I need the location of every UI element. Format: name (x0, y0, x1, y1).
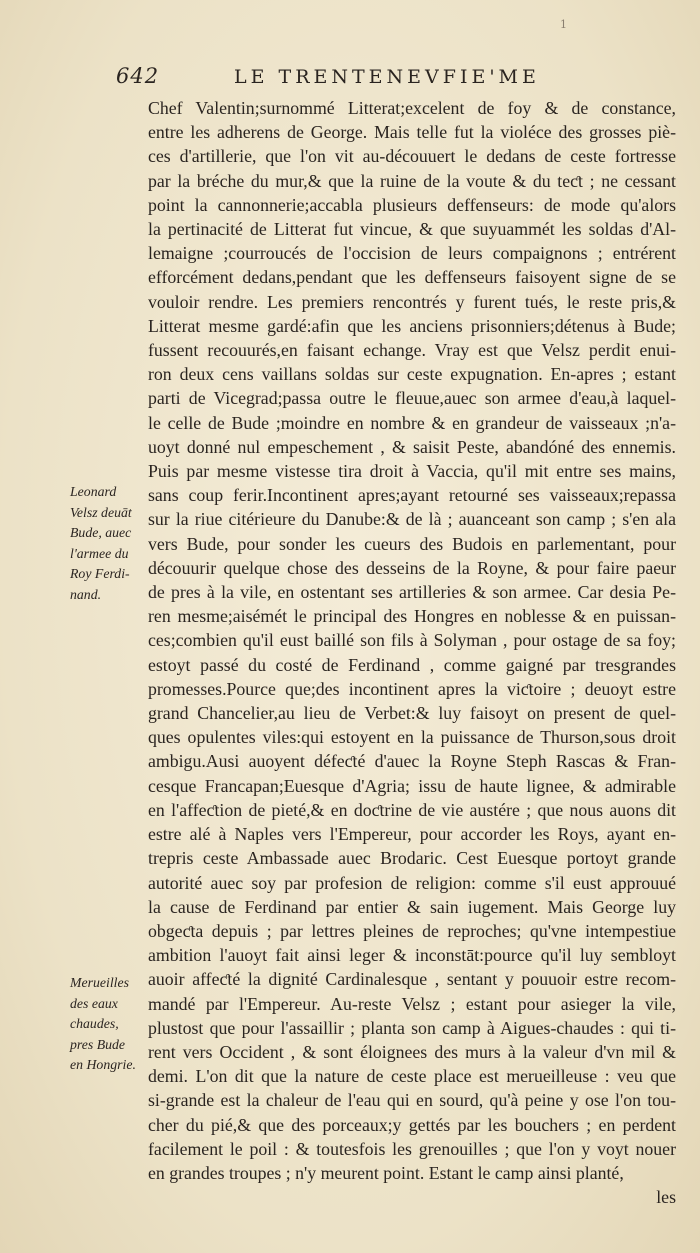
text-line: en l'affeƈtion de pieté,& en doƈtrine de vie austére ; que nous auons dit (148, 799, 676, 820)
text-line: ces d'artillerie, que l'on vit au-découuert le dedans de ceste fortresse (148, 146, 676, 167)
text-line: ren mesme;aisémét le principal des Hongres en noblesse & en puissan- (148, 606, 676, 627)
text-line: promesses.Pource que;des incontinent apres la viƈtoire ; deuoyt estre (148, 678, 676, 699)
text-line: obgeƈta depuis ; par lettres pleines de reproches; qu'vne intempestiue (148, 920, 676, 941)
text-line: parti de Vicegrad;passa outre le fleuue,auec son armee d'eau,à laquel- (148, 388, 676, 409)
text-line: découurir quelque chose des desseins de la Royne, & pour faire paeur (148, 557, 676, 578)
page-header (116, 64, 676, 92)
text-line: le celle de Bude ;moindre en nombre & en grandeur de vaisseaux ;n'a- (148, 412, 676, 433)
text-line: autorité auec soy par profesion de religion: comme s'il eust approuué (148, 872, 676, 893)
running-title: LE TRENTENEVFIE'ME (234, 66, 540, 88)
text-line: estre alé à Naples vers l'Empereur, pour accorder les Roys, ayant en- (148, 824, 676, 845)
text-line: ques opulentes viles:qui estoyent en la puissance de Thurson,sous droit (148, 727, 676, 748)
text-line: point la cannonnerie;accabla plusieurs deffenseurs: de mode qu'alors (148, 194, 676, 215)
text-line: demi. L'on dit que la nature de ceste place est merueilleuse : veu que (148, 1066, 676, 1087)
page-number: 642 (116, 64, 160, 88)
margin-note-eaux-chaudes (70, 973, 146, 1076)
margin-note-line: des eaux (70, 995, 118, 1011)
text-line: facilement le poil : & toutesfois les grenouilles ; que l'on y voyt nouer (148, 1138, 676, 1159)
text-line: vouloir rendre. Les premiers rencontrés y furent tués, le reste pris,& (148, 291, 676, 312)
margin-note-line: pres Bude (70, 1036, 126, 1052)
margin-note-line: Bude, auec (70, 525, 132, 540)
text-line: de pres à la vile, en ostentant ses artilleries & son armee. Car desia Pe- (148, 582, 676, 603)
text-line: cher du pié,& que des porceaux;y gettés par les bouchers ; en perdent (148, 1114, 676, 1135)
margin-note-line: Leonard (70, 484, 117, 499)
margin-note-line: Merueilles (70, 975, 130, 990)
text-line: rent vers Occident , & sont éloignees des murs à la valeur d'vn mil & (148, 1041, 676, 1062)
text-line: entre les adherens de George. Mais telle fut la violéce des grosses piè- (148, 122, 676, 143)
text-line: efforcément dedans,pendant que les deffenseurs faisoyent signe de se (148, 267, 676, 288)
text-line: en grandes troupes ; n'y meurent point. Estant le camp ainsi planté, (148, 1162, 624, 1183)
text-line: estoyt passé du costé de Ferdinand , comme gaigné par tresgrandes (148, 654, 676, 675)
margin-note-line: Velsz deuāt (70, 504, 132, 520)
text-line: la cause de Ferdinand par entier & sain iugement. Mais George luy (148, 896, 676, 917)
text-line: lemaigne ;courroucés de l'occision de leurs compaignons ; entrérent (148, 243, 676, 264)
text-line: cesque Francapan;Euesque d'Agria; issu de haute lignee, & admirable (148, 775, 676, 796)
text-line: ron deux cens vaillans soldas sur ceste expugnation. En-apres ; estant (148, 364, 676, 385)
text-line: sur la riue citérieure du Danube:& de là ; auanceant son camp ; s'en ala (148, 509, 676, 530)
margin-note-line: l'armee du (70, 545, 129, 561)
margin-note-line: chaudes, (70, 1016, 119, 1031)
text-line: mandé par l'Empereur. Au-reste Velsz ; estant pour asieger la vile, (148, 993, 676, 1014)
text-line: par la bréche du mur,& que la ruine de la voute & du teƈt ; ne cessant (148, 170, 676, 191)
margin-note-line: Roy Ferdi- (70, 566, 130, 581)
text-line: grand Chancelier,au lieu de Verbet:& luy faisoyt on present de quel- (148, 703, 676, 724)
text-line: si-grande est la chaleur de l'eau qui en sourd, qu'à peine y ose l'on tou- (148, 1090, 676, 1111)
text-line: plustost que pour l'assaillir ; planta son camp à Aigues-chaudes : qui ti- (148, 1017, 676, 1038)
text-line: les (656, 1187, 676, 1208)
body-text (148, 96, 676, 1209)
text-line: vers Bude, pour sonder les cueurs des Budois en parlementant, pour (148, 533, 676, 554)
text-line: la pertinacité de Litterat fut vincue, & que suyuammét les soldas d'Al- (148, 219, 676, 240)
text-line: Puis par mesme vistesse tira droit à Vaccia, qu'il mit entre ses mains, (148, 461, 676, 482)
margin-note-line: en Hongrie. (70, 1057, 136, 1072)
corner-mark: 1 (560, 18, 567, 31)
margin-note-leonard-velsz (70, 482, 146, 605)
text-line: sans coup ferir.Incontinent apres;ayant retourné ses vaisseaux;repassa (148, 485, 676, 506)
text-line: ambition l'auoyt fait ainsi leger & inconstāt:pource qu'il luy sembloyt (148, 945, 676, 966)
text-line: Litterat mesme gardé:afin que les anciens prisonniers;détenus à Bude; (148, 315, 676, 336)
text-line: Chef Valentin;surnommé Litterat;excelent de foy & de constance, (148, 98, 676, 118)
text-line: fussent recouurés,en faisant echange. Vray est que Velsz perdit enui- (148, 340, 676, 361)
text-line: ambigu.Ausi auoyent défeƈté d'auec la Royne Steph Rascas & Fran- (148, 751, 676, 772)
text-line: trepris ceste Ambassade auec Brodaric. Cest Euesque portoyt grande (148, 848, 676, 869)
text-line: ces;combien qu'il eust baillé son fils à Solyman , pour ostage de sa foy; (148, 630, 676, 651)
text-line: auoir affeƈté la dignité Cardinalesque , sentant y pouuoir estre recom- (148, 969, 676, 990)
margin-note-line: nand. (70, 586, 102, 602)
text-line: uoyt donné nul empeschement , & saisit Peste, abandóné des ennemis. (148, 436, 676, 457)
